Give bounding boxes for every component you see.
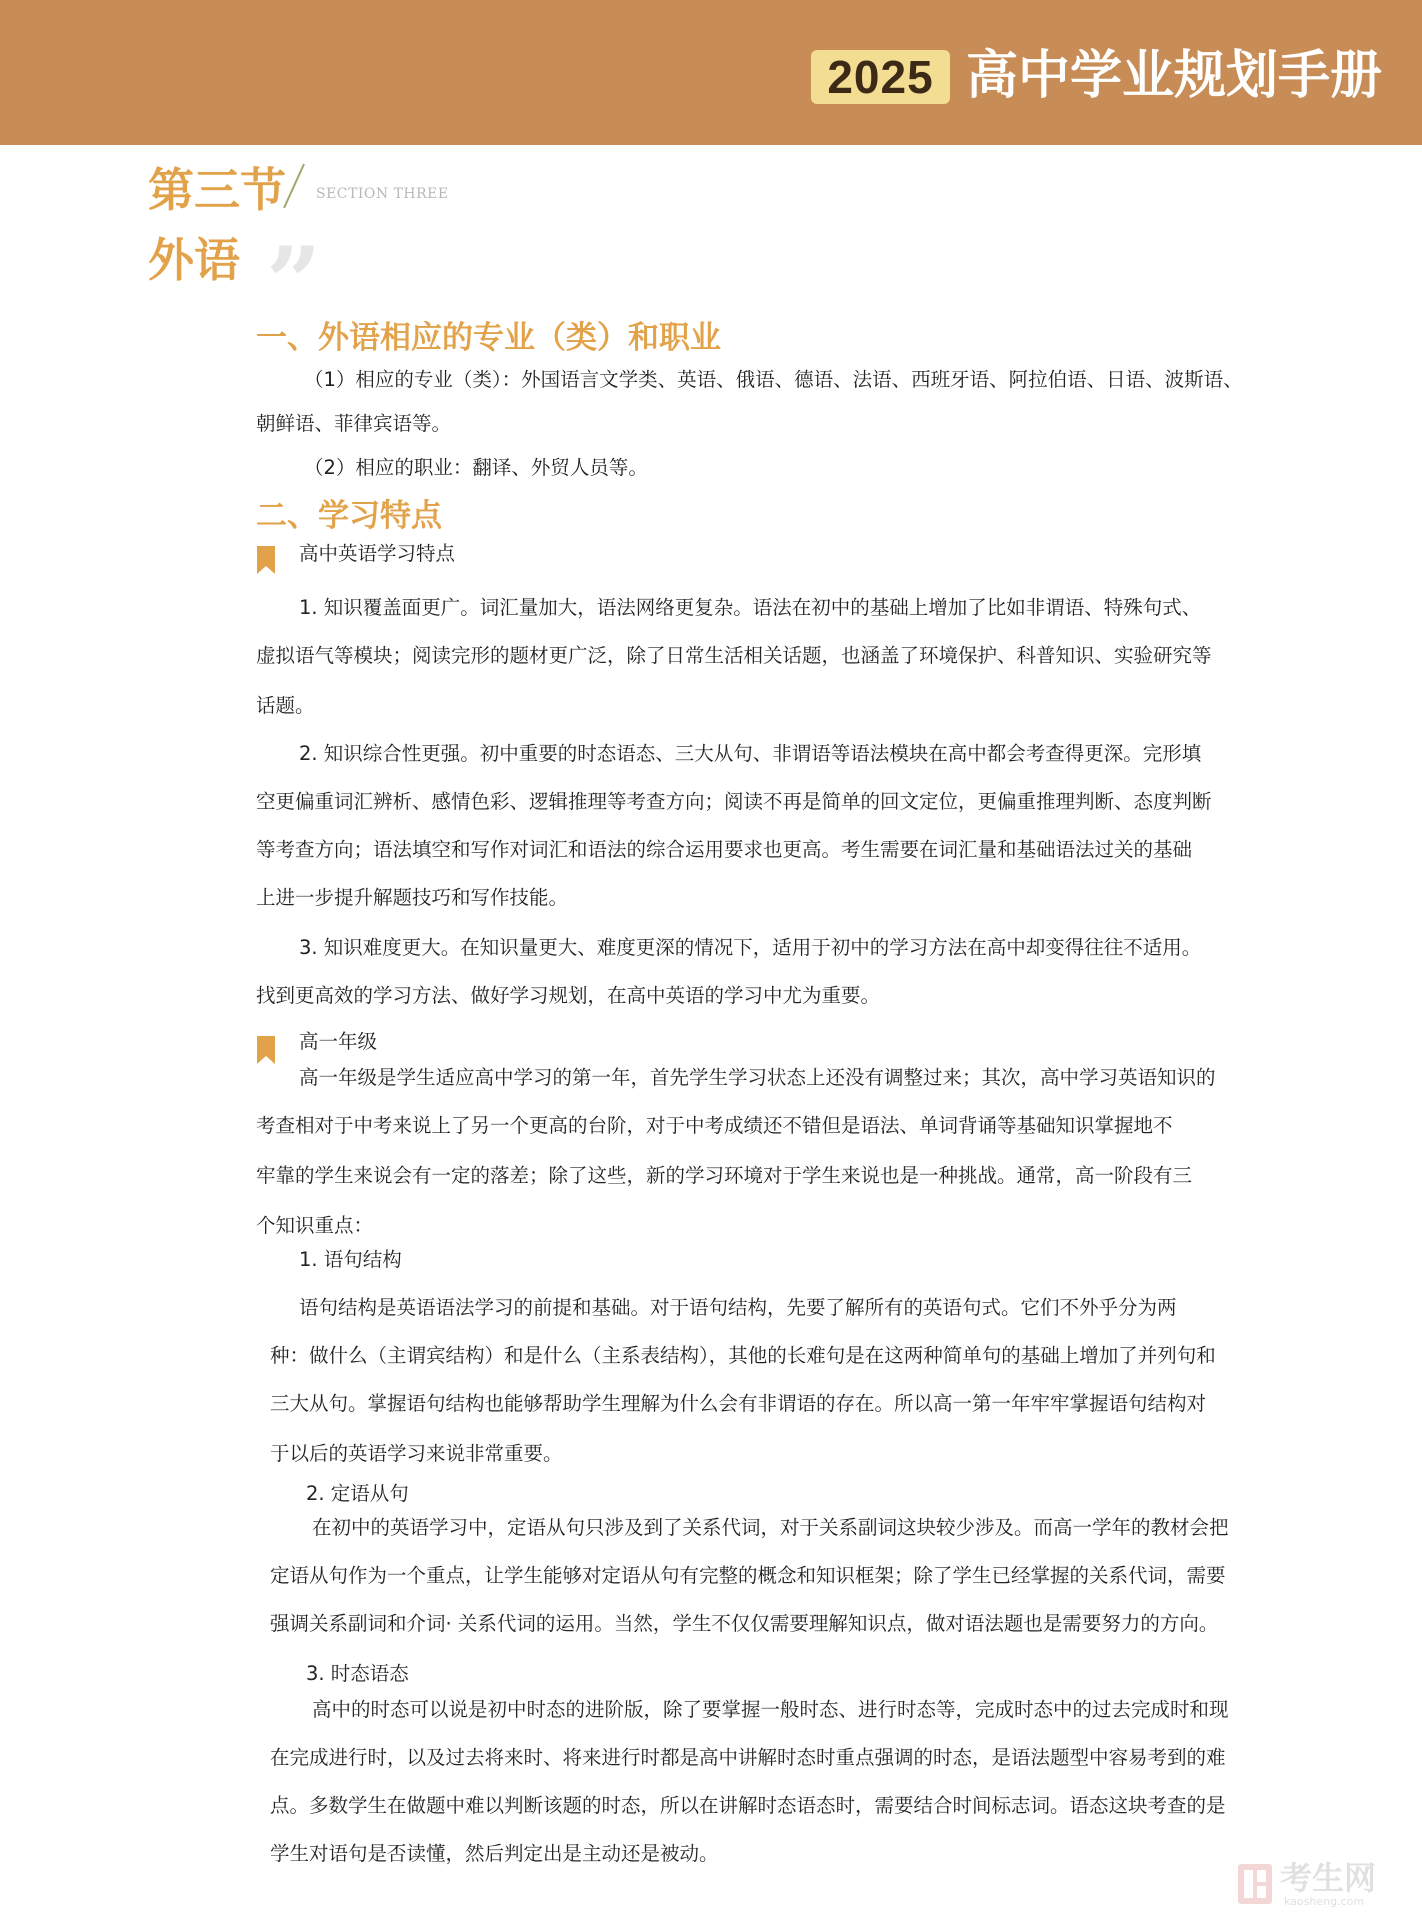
paragraph-line: 1. 知识覆盖面更广。词汇量加大，语法网络更复杂。语法在初中的基础上增加了比如非谓语、特殊句式、 [299, 596, 1202, 619]
paragraph-line: 话题。 [256, 694, 315, 717]
bookmark-icon [257, 546, 275, 574]
watermark-logo-icon [1236, 1862, 1274, 1906]
bookmark-icon [257, 1036, 275, 1064]
paragraph-line: 3. 知识难度更大。在知识量更大、难度更深的情况下，适用于初中的学习方法在高中却变得往往不适用。 [299, 936, 1202, 959]
majors-line-1: （1）相应的专业（类）：外国语言文学类、英语、俄语、德语、法语、西班牙语、阿拉伯语、日语、波斯语、 [304, 368, 1243, 391]
paragraph-line: 在完成进行时，以及过去将来时、将来进行时都是高中讲解时态时重点强调的时态，是语法题型中容易考到的难 [270, 1746, 1226, 1769]
site-watermark [1236, 1860, 1396, 1910]
subheading-grade-one: 高一年级 [299, 1030, 378, 1053]
heading-majors-careers: 一、外语相应的专业（类）和职业 [256, 320, 721, 356]
item-sentence-structure: 1. 语句结构 [299, 1248, 402, 1271]
handbook-title: 高中学业规划手册 [966, 45, 1383, 106]
paragraph-line: 空更偏重词汇辨析、感情色彩、逻辑推理等考查方向；阅读不再是简单的回文定位，更偏重推理判断、态度判断 [256, 790, 1212, 813]
jobs-line: （2）相应的职业：翻译、外贸人员等。 [304, 456, 648, 479]
paragraph-line: 定语从句作为一个重点，让学生能够对定语从句有完整的概念和知识框架；除了学生已经掌握的关系代词，需要 [270, 1564, 1226, 1587]
paragraph-line: 2. 知识综合性更强。初中重要的时态语态、三大从句、非谓语等语法模块在高中都会考查得更深。完形填 [299, 742, 1202, 765]
paragraph-line: 学生对语句是否读懂，然后判定出是主动还是被动。 [270, 1842, 719, 1865]
year-badge: 2025 [811, 50, 950, 104]
section-number: 第三节 [148, 163, 286, 217]
section-english-label: SECTION THREE [316, 186, 449, 202]
watermark-text: 考生网 [1280, 1859, 1377, 1897]
majors-line-2: 朝鲜语、菲律宾语等。 [256, 412, 452, 435]
page-header [0, 0, 1422, 145]
heading-study-features: 二、学习特点 [256, 498, 442, 534]
paragraph-line: 语句结构是英语语法学习的前提和基础。对于语句结构，先要了解所有的英语句式。它们不外乎分为两 [299, 1296, 1177, 1319]
paragraph-line: 在初中的英语学习中，定语从句只涉及到了关系代词，对于关系副词这块较少涉及。而高一学年的教材会把 [312, 1516, 1229, 1539]
paragraph-line: 考查相对于中考来说上了另一个更高的台阶，对于中考成绩还不错但是语法、单词背诵等基础知识掌握地不 [256, 1114, 1173, 1137]
section-subject: 外语 [148, 233, 240, 287]
paragraph-line: 个知识重点： [256, 1214, 374, 1237]
item-tense-voice: 3. 时态语态 [306, 1662, 409, 1685]
quote-mark-icon: ” [266, 226, 322, 339]
paragraph-line: 虚拟语气等模块；阅读完形的题材更广泛，除了日常生活相关话题，也涵盖了环境保护、科普知识、实验研究等 [256, 644, 1212, 667]
paragraph-line: 种：做什么（主谓宾结构）和是什么（主系表结构），其他的长难句是在这两种简单句的基础上增加了并列句和 [270, 1344, 1216, 1367]
paragraph-line: 强调关系副词和介词· 关系代词的运用。当然，学生不仅仅需要理解知识点，做对语法题也是需要努力的方向。 [270, 1612, 1219, 1635]
slash-decoration-icon [282, 162, 306, 210]
paragraph-line: 等考查方向；语法填空和写作对词汇和语法的综合运用要求也更高。考生需要在词汇量和基础语法过关的基础 [256, 838, 1193, 861]
item-attributive-clause: 2. 定语从句 [306, 1482, 409, 1505]
paragraph-line: 高一年级是学生适应高中学习的第一年，首先学生学习状态上还没有调整过来；其次，高中学习英语知识的 [299, 1066, 1216, 1089]
paragraph-line: 上进一步提升解题技巧和写作技能。 [256, 886, 569, 909]
subheading-english-features: 高中英语学习特点 [299, 542, 456, 565]
paragraph-line: 点。多数学生在做题中难以判断该题的时态，所以在讲解时态语态时，需要结合时间标志词。语态这块考查的是 [270, 1794, 1226, 1817]
paragraph-line: 牢靠的学生来说会有一定的落差；除了这些，新的学习环境对于学生来说也是一种挑战。通常，高一阶段有三 [256, 1164, 1193, 1187]
watermark-domain: kaosheng.com [1284, 1895, 1365, 1908]
paragraph-line: 于以后的英语学习来说非常重要。 [270, 1442, 563, 1465]
paragraph-line: 找到更高效的学习方法、做好学习规划，在高中英语的学习中尤为重要。 [256, 984, 881, 1007]
paragraph-line: 高中的时态可以说是初中时态的进阶版，除了要掌握一般时态、进行时态等，完成时态中的过去完成时和现 [312, 1698, 1229, 1721]
paragraph-line: 三大从句。掌握语句结构也能够帮助学生理解为什么会有非谓语的存在。所以高一第一年牢牢掌握语句结构对 [270, 1392, 1207, 1415]
